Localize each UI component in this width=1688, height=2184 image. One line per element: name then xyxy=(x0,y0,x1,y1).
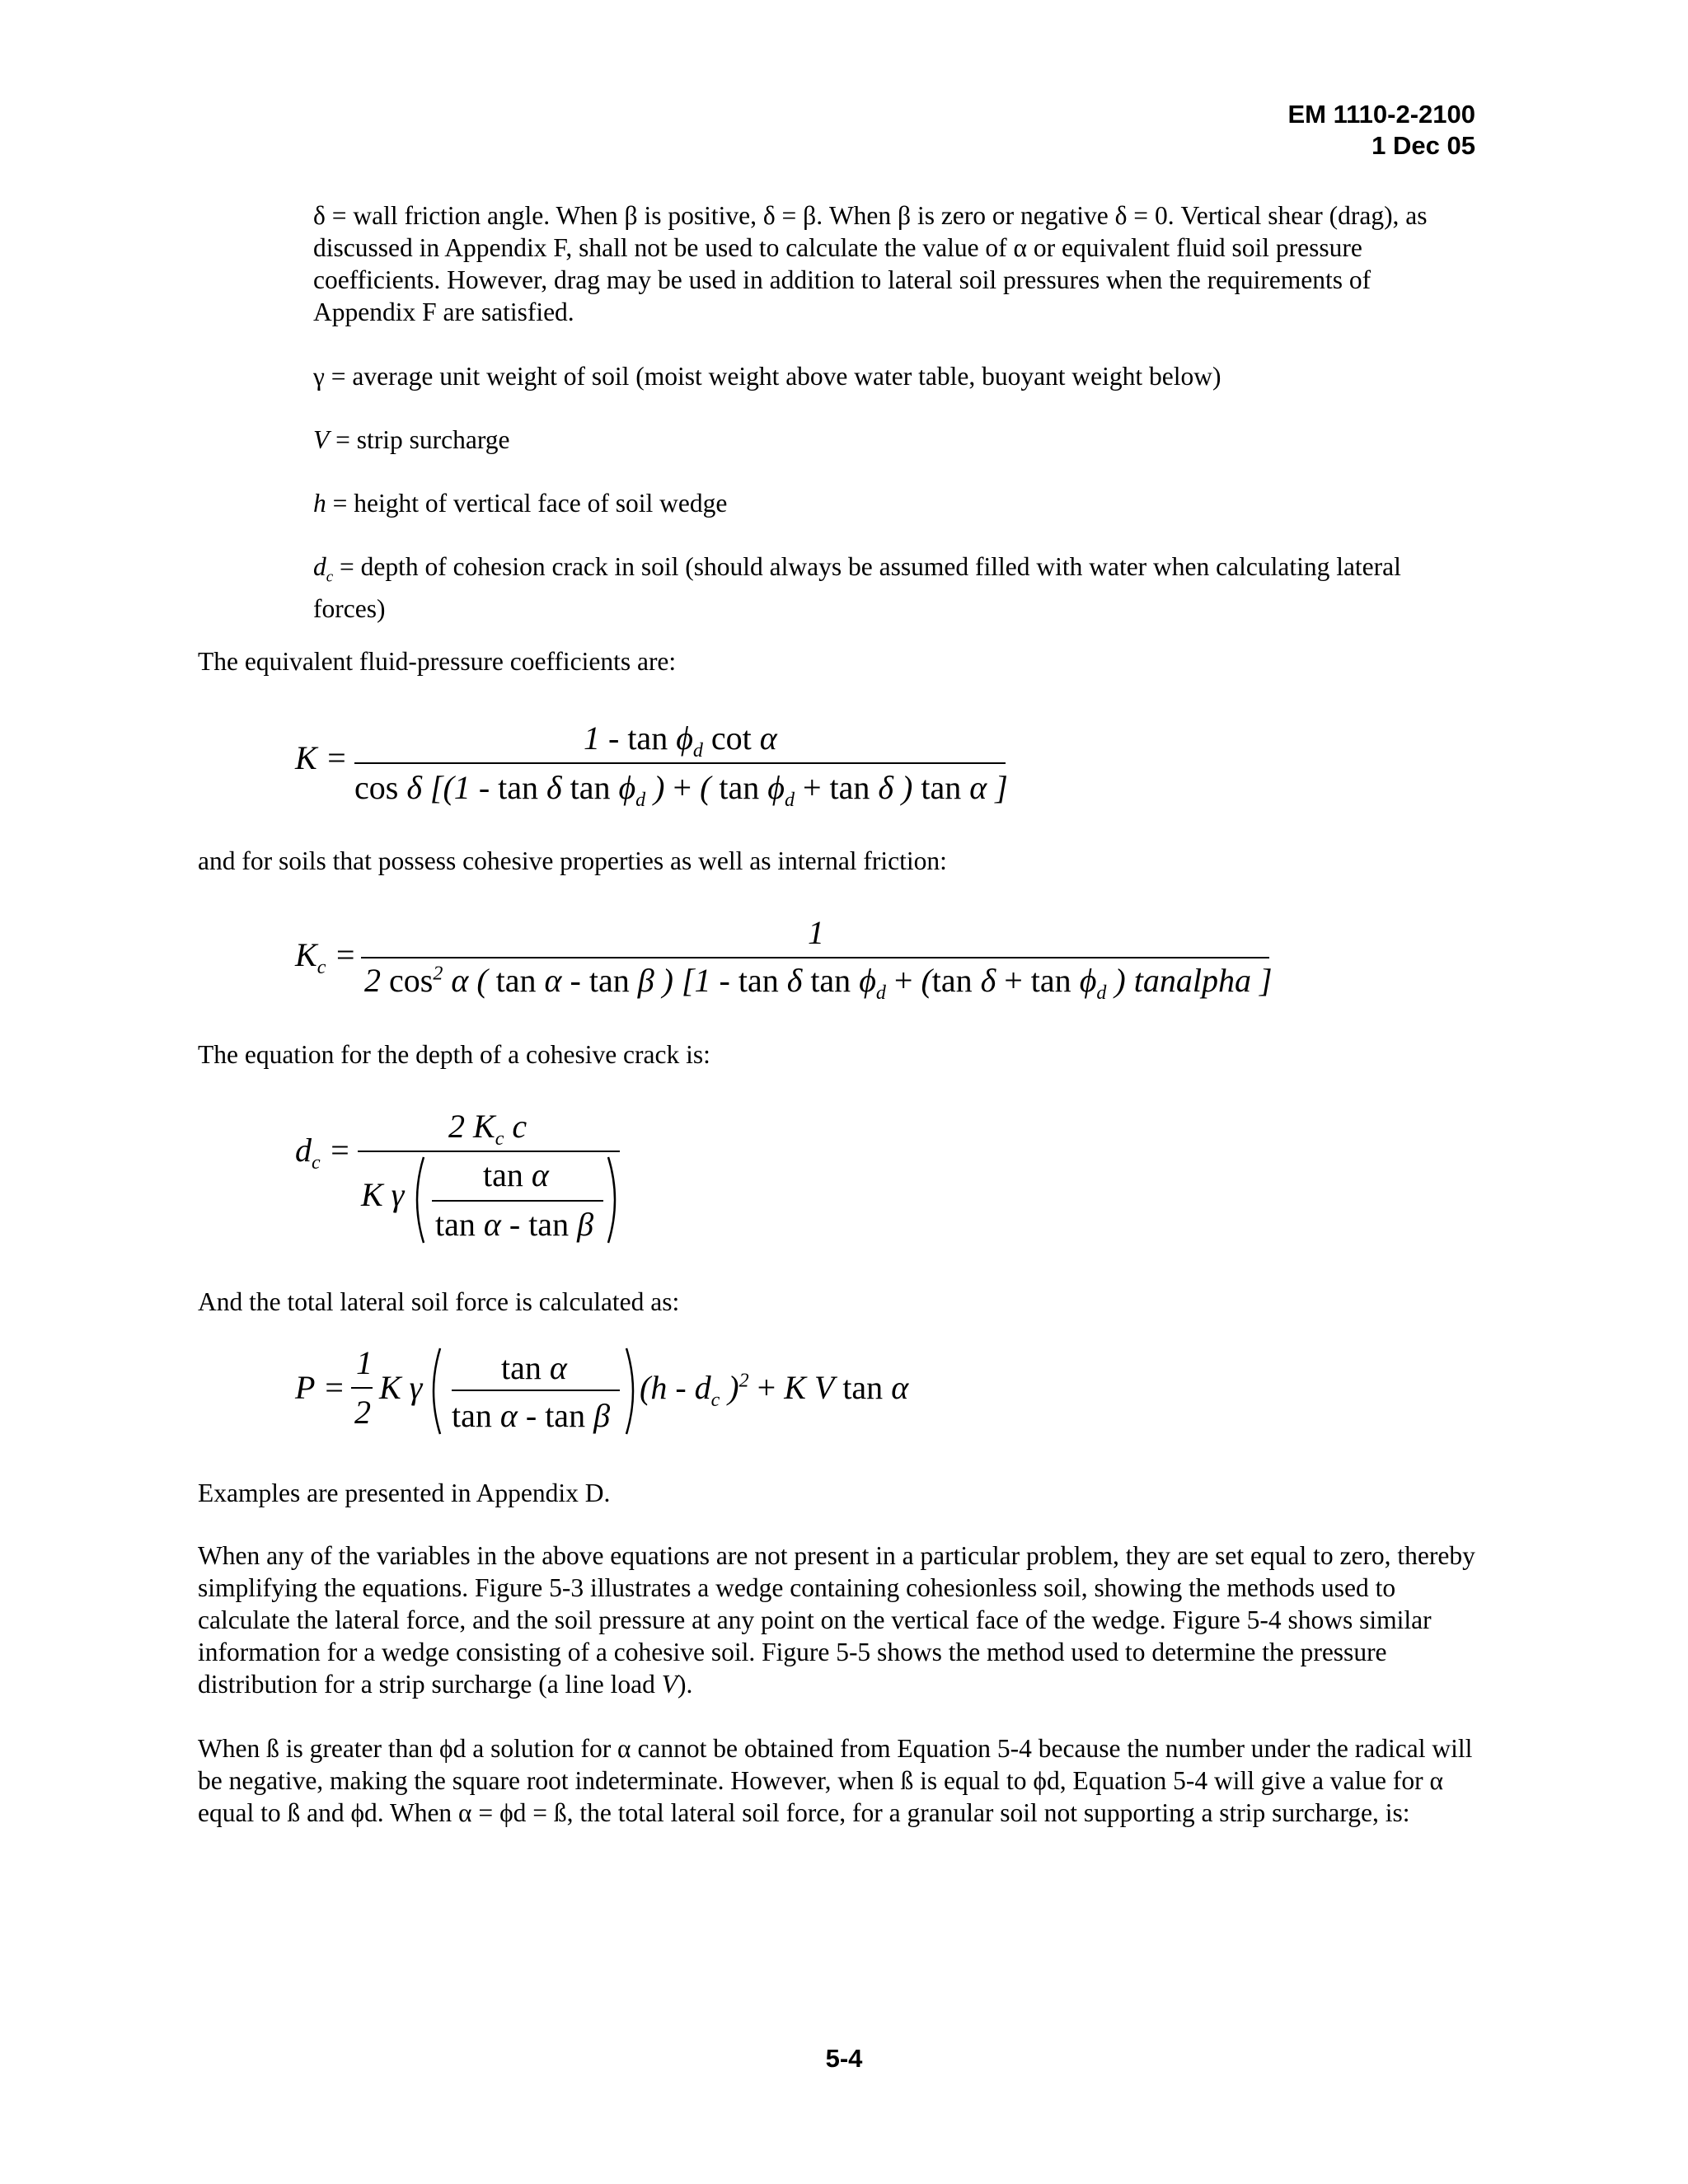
kc-fraction-bar xyxy=(361,957,1269,958)
symbol-h: h xyxy=(313,489,326,518)
definition-gamma: γ = average unit weight of soil (moist weight above water table, buoyant weight below) xyxy=(313,362,1221,391)
kc-lhs: $K_c$ = xyxy=(295,936,357,978)
intro-k-equation: The equivalent fluid-pressure coefficients are: xyxy=(198,647,677,676)
dc-fraction-bar xyxy=(358,1151,620,1152)
intro-kc-equation: and for soils that possess cohesive properties as well as internal friction: xyxy=(198,846,947,875)
intro-p-equation: And the total lateral soil force is calculated as: xyxy=(198,1287,680,1316)
definition-dc-text: = depth of cohesion crack in soil (should always be assumed filled with water when calculating lateral forces) xyxy=(313,552,1401,624)
definition-dc xyxy=(313,551,1475,625)
p-half-bar xyxy=(351,1387,373,1389)
examples-note: Examples are presented in Appendix D. xyxy=(198,1479,611,1507)
symbol-v-inline: V xyxy=(661,1670,678,1699)
dc-numerator: 2 $K_c$ c xyxy=(448,1108,528,1150)
p-lhs: P = xyxy=(295,1369,345,1406)
kc-denominator: 2 $\cos^2 \alpha$ ( tan α - tan β ) [1 - tan δ $\tan \phi_d + (\tan$ $\delta + \tan \phi_d$ ) tanalpha ] xyxy=(364,962,1273,1004)
k-lhs: K = xyxy=(295,739,348,776)
page-number: 5-4 xyxy=(825,2044,863,2073)
dc-k-gamma: K γ xyxy=(361,1176,405,1213)
definition-delta: δ = wall friction angle. When β is positive, δ = β. When β is zero or negative δ = 0. Vertical shear (drag), as discussed in Appendix F, shall not be used to calculate the value of α or equivalent fluid soil pressure coefficients. However, drag may be used in addition to lateral soil pressures when the requirements of Appendix F are satisfied. xyxy=(313,201,1428,326)
paragraph-variables-text: When any of the variables in the above equations are not present in a particular problem, they are set equal to zero, thereby simplifying the equations. Figure 5-3 illustrates a wedge containing cohesionless soil, showing the methods used to calculate the lateral force, and the soil pressure at any point on the vertical face of the wedge. Figure 5-4 shows similar information for a wedge consisting of a cohesive soil. Figure 5-5 shows the method used to determine the pressure distribution for a strip surcharge (a line load xyxy=(198,1541,1475,1699)
symbol-c-subscript: c xyxy=(326,568,334,586)
dc-lhs: $d_c$ = xyxy=(295,1132,351,1174)
p-half-denominator: 2 xyxy=(354,1394,371,1431)
document-number: EM 1110-2-2100 xyxy=(1287,100,1475,129)
paragraph-beta-phi: When ß is greater than ϕd a solution for α cannot be obtained from Equation 5-4 because the number under the radical will be negative, making the square root indeterminate. However, when ß is equal to ϕd, Equation 5-4 will give a value for α equal to ß and ϕd. When α = ϕd = ß, the total lateral soil force, for a granular soil not supporting a strip surcharge, is: xyxy=(198,1734,1473,1827)
kc-numerator: 1 xyxy=(808,914,824,951)
p-inner-numerator: tan α xyxy=(501,1349,567,1386)
p-inner-denominator: tan α - tan β xyxy=(452,1397,610,1434)
definition-h-text: = height of vertical face of soil wedge xyxy=(326,489,728,518)
k-numerator: $1 - \tan \phi_d$ cot α xyxy=(584,719,777,762)
dc-inner-denominator: tan α - tan β xyxy=(435,1206,593,1243)
p-rest: ($h - d_c$ )$^2$ + K V tan α xyxy=(640,1369,909,1411)
paragraph-variables xyxy=(198,1540,1484,1700)
dc-inner-numerator: tan α xyxy=(483,1156,549,1193)
definition-h xyxy=(313,487,1475,519)
definition-v xyxy=(313,424,1475,456)
symbol-v: V xyxy=(313,425,330,454)
intro-dc-equation: The equation for the depth of a cohesive crack is: xyxy=(198,1040,710,1069)
p-k-gamma: K γ xyxy=(379,1369,423,1406)
k-fraction-bar xyxy=(354,762,1006,764)
p-half-numerator: 1 xyxy=(356,1344,373,1381)
paragraph-variables-end: ). xyxy=(678,1670,693,1699)
symbol-d: d xyxy=(313,552,326,581)
document-date: 1 Dec 05 xyxy=(1372,131,1475,160)
definition-v-text: = strip surcharge xyxy=(329,425,510,454)
document-header xyxy=(1287,99,1475,162)
k-denominator: cos δ [(1 - tan δ $\tan \phi_d$ ) + ( $\tan \phi_d + \tan \delta$ ) tan α ] xyxy=(354,769,1008,811)
